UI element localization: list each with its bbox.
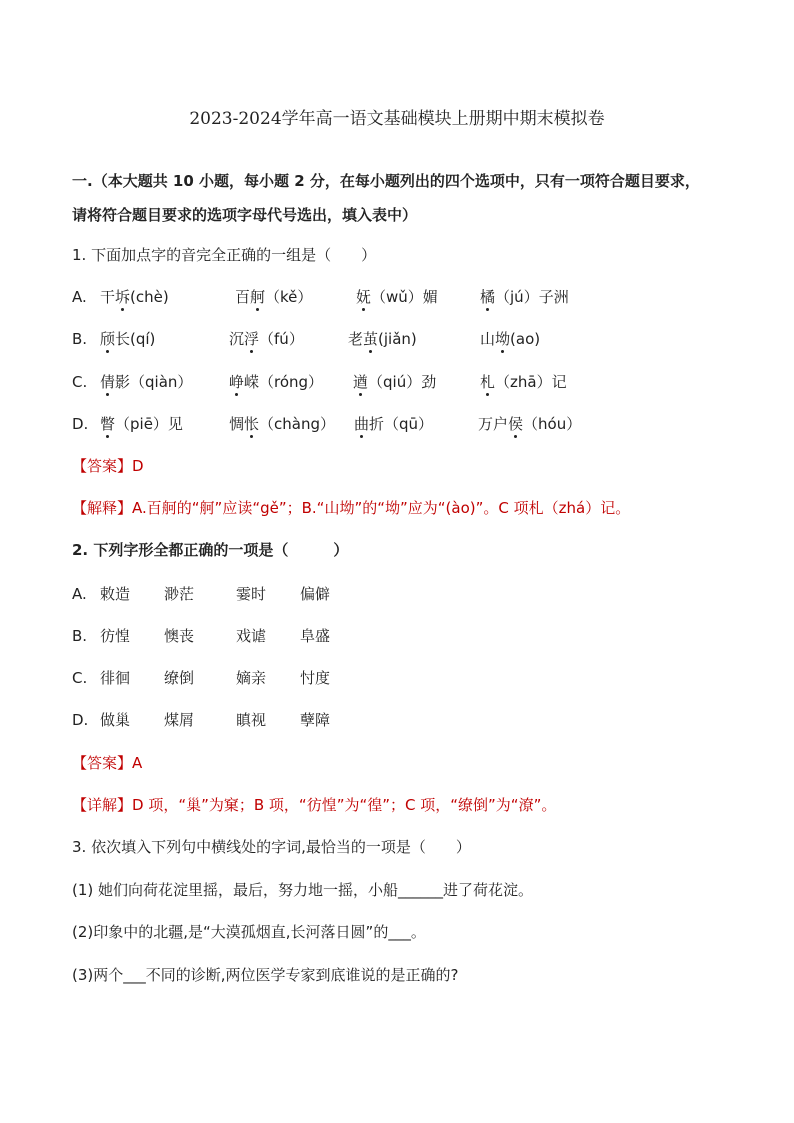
option-letter: A. <box>72 288 87 306</box>
dotted-char: 倩 <box>100 373 116 391</box>
option-item <box>100 414 183 434</box>
answer-value: D <box>132 457 144 475</box>
item-text: 万户 <box>478 415 509 433</box>
option-letter: C. <box>72 373 88 391</box>
option-item <box>478 414 581 434</box>
question-1-stem: 1. 下面加点字的音完全正确的一组是（ ） <box>72 246 377 264</box>
option-item <box>235 287 312 307</box>
dotted-char: 怅 <box>244 415 260 433</box>
option-item <box>353 372 436 392</box>
item-text: 百 <box>235 288 251 306</box>
section-heading-line-2: 请将符合题目要求的选项字母代号选出，填入表中） <box>72 206 418 224</box>
item-text: 老 <box>348 330 364 348</box>
dotted-char: 妩 <box>356 288 372 306</box>
dotted-char: 峥 <box>229 373 245 391</box>
dotted-char: 遒 <box>353 373 369 391</box>
item-text: (chè) <box>130 288 169 306</box>
item-text: 折（qū） <box>369 415 434 433</box>
item-text: 嵘（róng） <box>244 373 324 391</box>
q3-sentence-2: (2)印象中的北疆,是“大漠孤烟直,长河落日圆”的___。 <box>72 923 426 941</box>
option-item: 渺茫 <box>164 585 195 603</box>
option-item: 戏谑 <box>236 627 267 645</box>
item-text: （fú） <box>259 330 304 348</box>
answer-value: A <box>132 754 143 772</box>
q3-sentence-1: (1) 她们向荷花淀里摇，最后，努力地一摇，小船______进了荷花淀。 <box>72 881 534 899</box>
q3-sentence-3: (3)两个___不同的诊断,两位医学专家到底谁说的是正确的? <box>72 966 459 984</box>
option-item <box>356 287 438 307</box>
option-item <box>348 329 417 349</box>
answer-label: 【答案】 <box>72 457 133 475</box>
question-3-stem: 3. 依次填入下列句中横线处的字词,最恰当的一项是（ ） <box>72 838 471 856</box>
option-item <box>100 329 155 349</box>
dotted-char: 曲 <box>354 415 370 433</box>
option-item <box>229 372 323 392</box>
item-text: （kě） <box>265 288 313 306</box>
option-item: 偏僻 <box>300 585 331 603</box>
dotted-char: 坳 <box>495 330 511 348</box>
option-item: 煤屑 <box>164 711 195 729</box>
option-item: 懊丧 <box>164 627 195 645</box>
explanation-text: D 项，“巢”为窠；B 项，“彷惶”为“徨”；C 项，“缭倒”为“潦”。 <box>132 796 557 814</box>
option-item: 彷惶 <box>100 627 131 645</box>
dotted-char: 瞥 <box>100 415 116 433</box>
option-item <box>100 372 192 392</box>
option-item: 敕造 <box>100 585 131 603</box>
item-text: 影（qiàn） <box>115 373 193 391</box>
dotted-char: 橘 <box>480 288 496 306</box>
item-text: 惆 <box>229 415 245 433</box>
item-text: （piē）见 <box>115 415 183 433</box>
q1-explanation <box>72 498 630 518</box>
option-item <box>480 372 567 392</box>
dotted-char: 浮 <box>244 330 260 348</box>
option-item: 做巢 <box>100 711 131 729</box>
option-item: 孽障 <box>300 711 331 729</box>
explanation-label: 【详解】 <box>72 796 133 814</box>
q1-answer <box>72 456 144 476</box>
dotted-char: 茧 <box>363 330 379 348</box>
item-text: （hóu） <box>523 415 582 433</box>
answer-label: 【答案】 <box>72 754 133 772</box>
item-text: （zhā）记 <box>495 373 567 391</box>
dotted-char: 舸 <box>250 288 266 306</box>
item-text: （chàng） <box>259 415 336 433</box>
item-text: 沉 <box>229 330 245 348</box>
option-letter: B. <box>72 330 88 348</box>
option-item: 霎时 <box>236 585 267 603</box>
page-title: 2023-2024学年高一语文基础模块上册期中期末模拟卷 <box>189 109 605 129</box>
explanation-text: A.百舸的“舸”应读“gě”；B.“山坳”的“坳”应为“(ào)”。C 项札（zhá）记。 <box>132 499 631 517</box>
dotted-char: 侯 <box>508 415 524 433</box>
option-letter: D. <box>72 711 89 729</box>
option-item <box>229 329 304 349</box>
item-text: (ao) <box>510 330 541 348</box>
item-text: （jú）子洲 <box>495 288 569 306</box>
option-item <box>480 329 540 349</box>
dotted-char: 坼 <box>115 288 131 306</box>
question-2-stem: 2. 下列字形全都正确的一项是（ ） <box>72 541 349 559</box>
dotted-char: 札 <box>480 373 496 391</box>
option-item: 缭倒 <box>164 669 195 687</box>
explanation-label: 【解释】 <box>72 499 133 517</box>
option-letter: B. <box>72 627 88 645</box>
q2-answer <box>72 753 142 773</box>
option-item: 嫡亲 <box>236 669 267 687</box>
option-item <box>354 414 433 434</box>
section-heading-line-1: 一.（本大题共 10 小题，每小题 2 分，在每小题列出的四个选项中，只有一项符合题目要求， <box>72 172 700 190</box>
option-letter: C. <box>72 669 88 687</box>
dotted-char: 颀 <box>100 330 116 348</box>
item-text: 干 <box>100 288 116 306</box>
option-letter: D. <box>72 415 89 433</box>
option-item <box>100 287 169 307</box>
option-item <box>480 287 569 307</box>
option-item: 瞋视 <box>236 711 267 729</box>
option-item <box>229 414 335 434</box>
option-item: 阜盛 <box>300 627 331 645</box>
option-item: 忖度 <box>300 669 331 687</box>
option-letter: A. <box>72 585 87 603</box>
item-text: （wǔ）媚 <box>371 288 438 306</box>
item-text: （qiú）劲 <box>368 373 437 391</box>
item-text: 长(qí) <box>115 330 156 348</box>
option-item: 徘徊 <box>100 669 131 687</box>
item-text: 山 <box>480 330 496 348</box>
q2-explanation <box>72 795 556 815</box>
item-text: (jiǎn) <box>378 330 417 348</box>
